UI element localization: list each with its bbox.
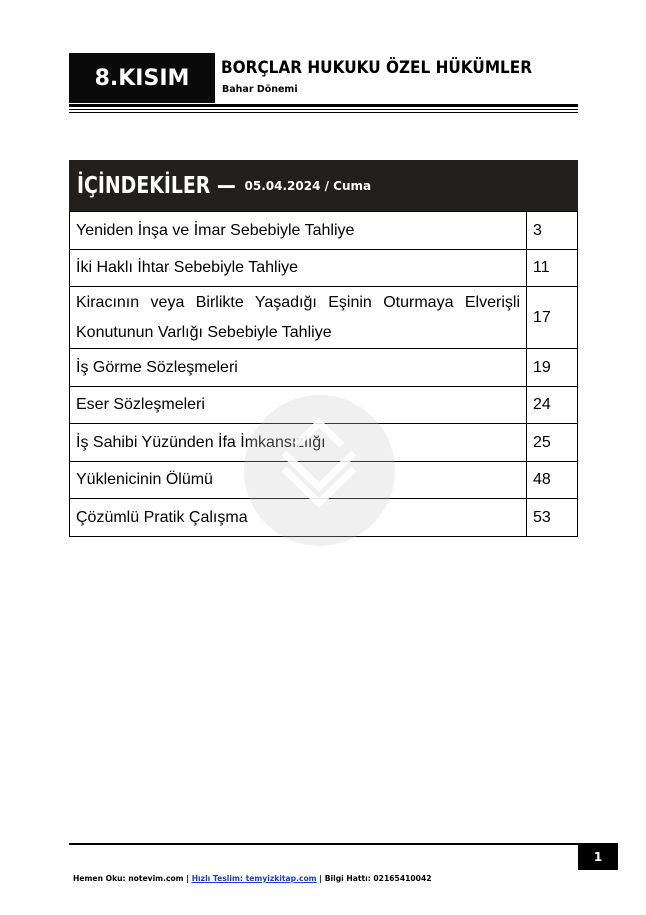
toc-row[interactable]	[70, 499, 578, 537]
toc-row-title: Yeniden İnşa ve İmar Sebebiyle Tahliye	[70, 212, 527, 250]
toc-heading-title: İÇİNDEKİLER —	[77, 172, 236, 199]
toc-table	[69, 211, 578, 537]
toc-row-title: İş Sahibi Yüzünden İfa İmkansızlığı	[70, 424, 527, 462]
toc-heading-date: 05.04.2024 / Cuma	[244, 178, 372, 193]
footer-delivery-link[interactable]: Hızlı Teslim: temyizkitap.com	[191, 874, 317, 883]
toc-row[interactable]	[70, 462, 578, 499]
toc-row-page: 3	[527, 212, 578, 250]
toc-row-title: Eser Sözleşmeleri	[70, 387, 527, 424]
toc-row-page: 11	[527, 250, 578, 287]
toc-row-title: İki Haklı İhtar Sebebiyle Tahliye	[70, 250, 527, 287]
document-subtitle: Bahar Dönemi	[222, 84, 298, 95]
footer-separator: |	[186, 874, 190, 883]
toc-row-page: 25	[527, 424, 578, 462]
toc-row-page: 19	[527, 349, 578, 387]
toc-row[interactable]	[70, 387, 578, 424]
toc-row[interactable]	[70, 250, 578, 287]
toc-row-page: 24	[527, 387, 578, 424]
document-title: BORÇLAR HUKUKU ÖZEL HÜKÜMLER	[221, 58, 533, 78]
toc-row[interactable]	[70, 212, 578, 250]
toc-row-title: İş Görme Sözleşmeleri	[70, 349, 527, 387]
toc-row[interactable]	[70, 287, 578, 349]
header-rule-thick	[69, 104, 578, 107]
toc-row-title: Yüklenicinin Ölümü	[70, 462, 527, 499]
toc-heading	[69, 160, 578, 211]
toc-row-title: Çözümlü Pratik Çalışma	[70, 499, 527, 537]
toc-row[interactable]	[70, 424, 578, 462]
page-number: 1	[578, 843, 618, 870]
footer-separator: |	[319, 874, 323, 883]
footer-read-label: Hemen Oku: notevim.com	[73, 874, 184, 883]
toc-row-page: 53	[527, 499, 578, 537]
toc-row-page: 48	[527, 462, 578, 499]
footer-hotline: Bilgi Hattı: 02165410042	[324, 874, 432, 883]
section-label: 8.KISIM	[69, 53, 215, 103]
header-rule-thin	[69, 112, 578, 113]
toc-row-page: 17	[527, 287, 578, 349]
toc-row[interactable]	[70, 349, 578, 387]
footer-info	[73, 874, 432, 883]
header-rule-thin	[69, 109, 578, 110]
toc-row-title: Kiracının veya Birlikte Yaşadığı Eşinin Oturmaya Elverişli Konutunun Varlığı Sebebiyle Tahliye	[70, 287, 527, 349]
footer-rule	[69, 843, 578, 845]
